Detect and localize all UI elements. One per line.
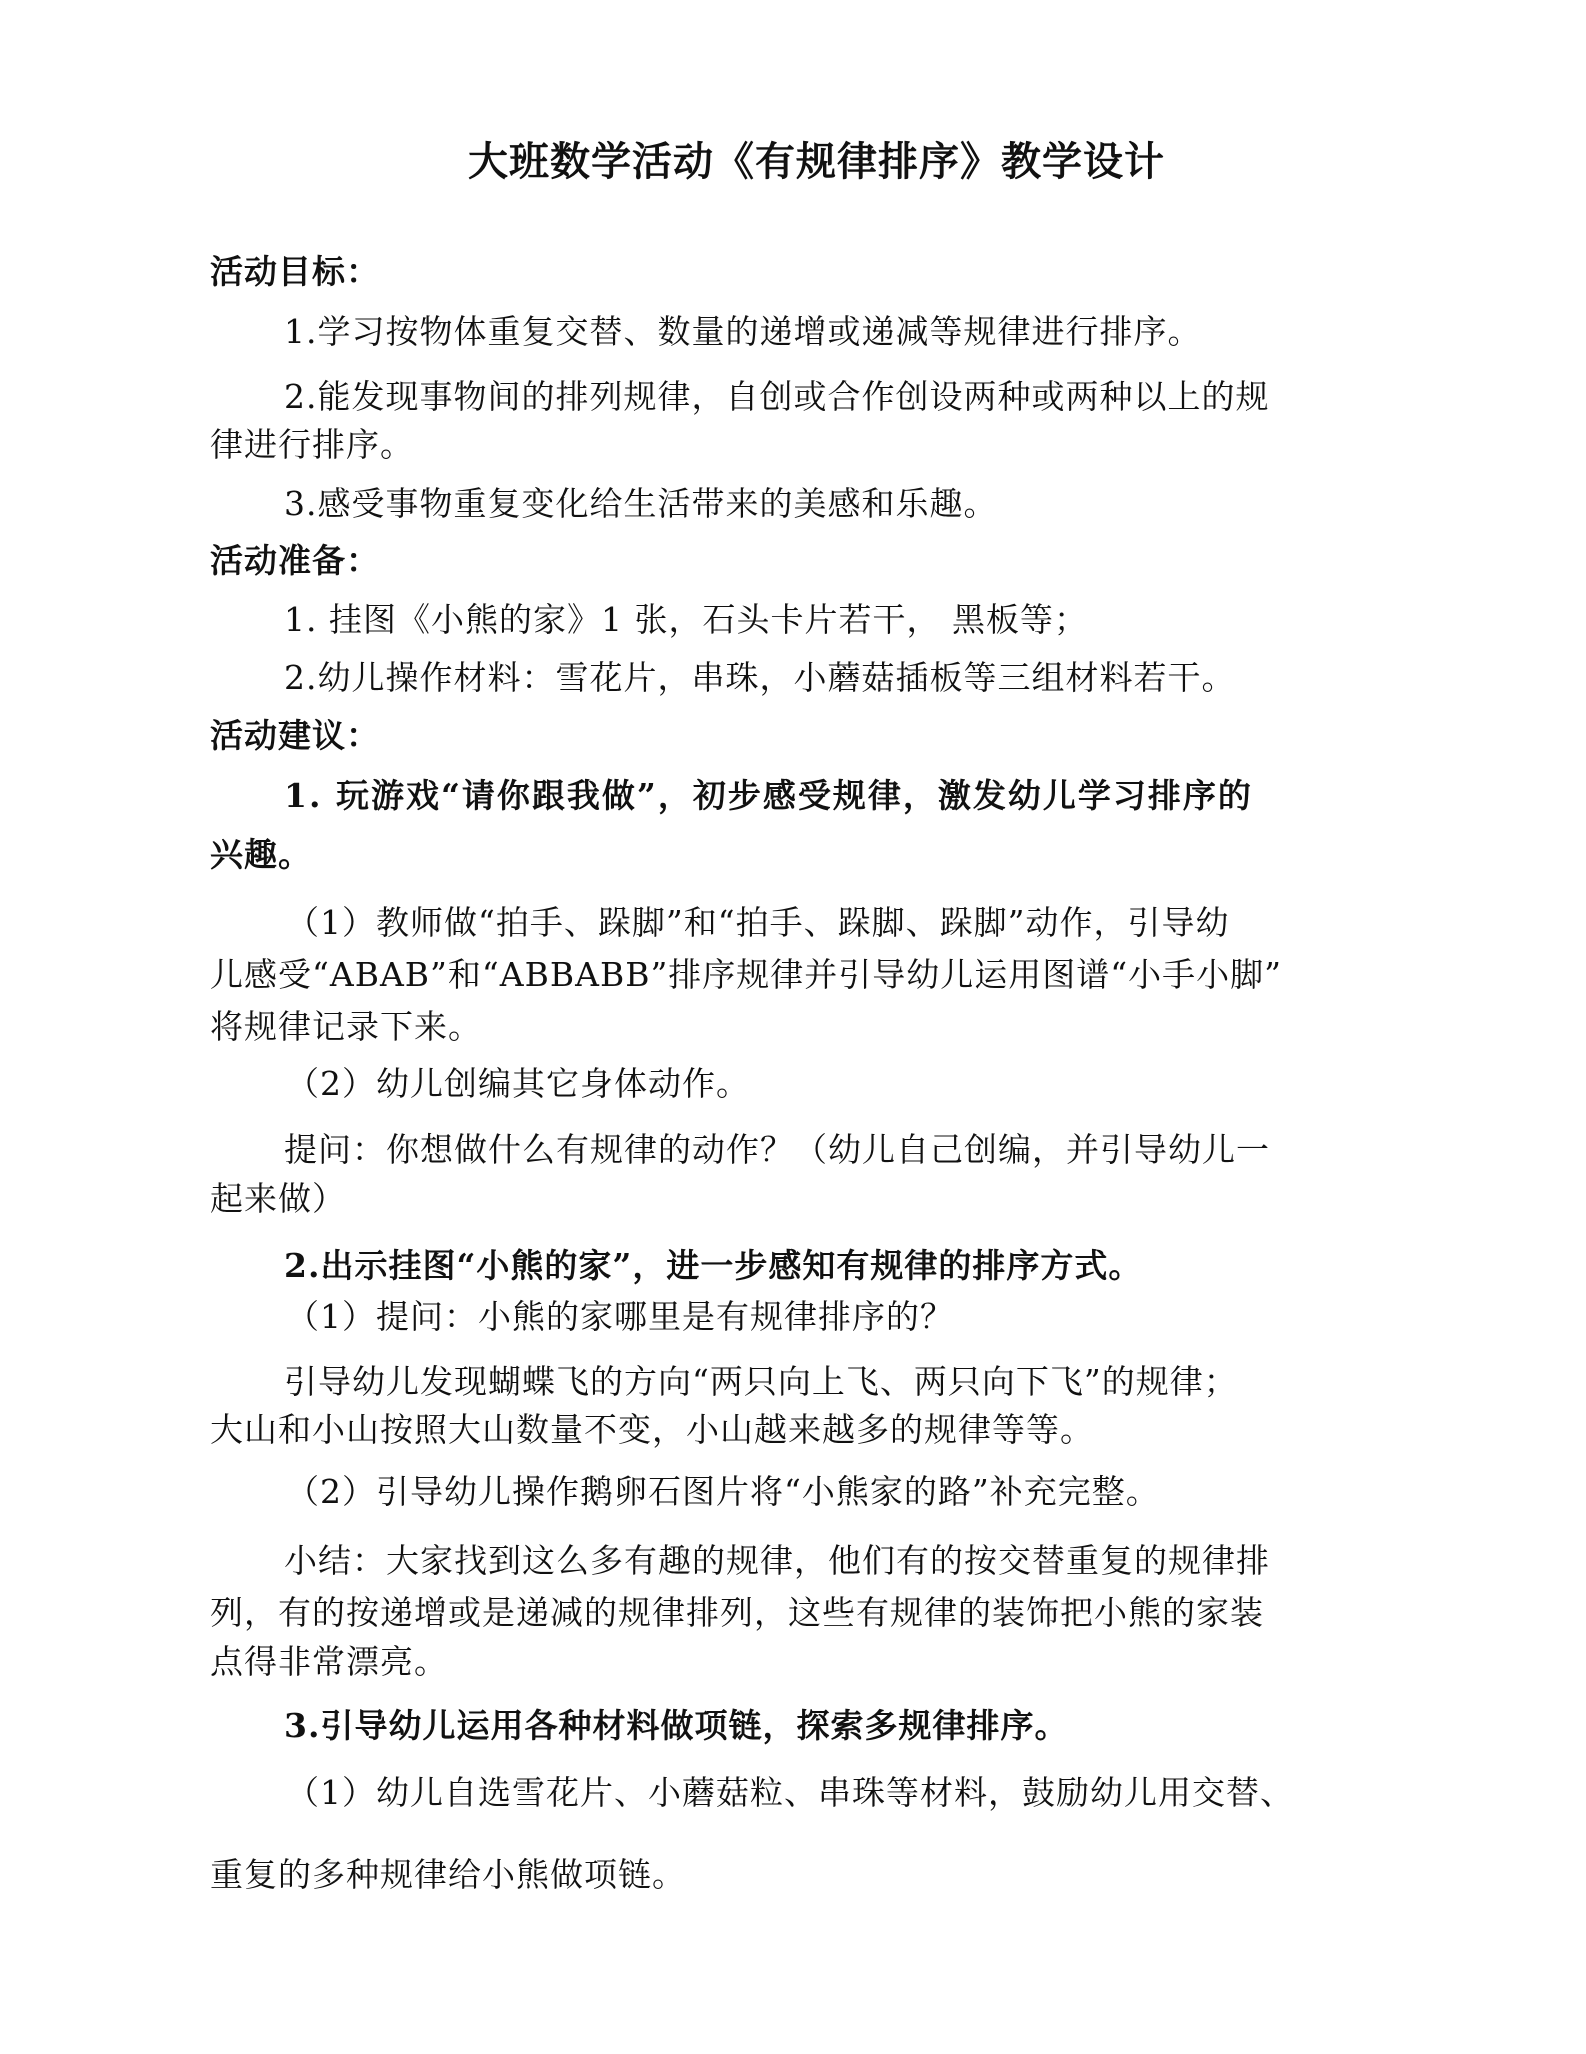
step2-summary-line3: 点得非常漂亮。 (210, 1642, 448, 1681)
step1-para1-line2: 儿感受“ABAB”和“ABBABB”排序规律并引导幼儿运用图谱“小手小脚” (210, 955, 1283, 994)
step2-title: 2.出示挂图“小熊的家”，进一步感知有规律的排序方式。 (284, 1246, 1143, 1285)
step2-guide-line1: 引导幼儿发现蝴蝶飞的方向“两只向上飞、两只向下飞”的规律； (284, 1362, 1238, 1401)
goal-item-2-cont: 律进行排序。 (210, 425, 414, 464)
preparation-item-2: 2.幼儿操作材料：雪花片，串珠，小蘑菇插板等三组材料若干。 (284, 658, 1236, 697)
step1-para1-line1: （1）教师做“拍手、跺脚”和“拍手、跺脚、跺脚”动作，引导幼 (286, 903, 1230, 942)
suggestions-heading: 活动建议： (210, 716, 380, 755)
step3-para1-line2: 重复的多种规律给小熊做项链。 (210, 1855, 686, 1894)
step1-title-cont: 兴趣。 (210, 835, 312, 874)
step2-summary-line2: 列，有的按递增或是递减的规律排列，这些有规律的装饰把小熊的家装 (210, 1593, 1264, 1632)
goal-item-1: 1.学习按物体重复交替、数量的递增或递减等规律进行排序。 (284, 312, 1202, 351)
step1-title: 1. 玩游戏“请你跟我做”，初步感受规律，激发幼儿学习排序的 (284, 776, 1253, 815)
step2-para2: （2）引导幼儿操作鹅卵石图片将“小熊家的路”补充完整。 (286, 1472, 1160, 1511)
step1-para2: （2）幼儿创编其它身体动作。 (286, 1064, 750, 1103)
step1-para1-line3: 将规律记录下来。 (210, 1007, 482, 1046)
goal-item-3: 3.感受事物重复变化给生活带来的美感和乐趣。 (284, 484, 998, 523)
step2-para1: （1）提问：小熊的家哪里是有规律排序的？ (286, 1297, 954, 1336)
step3-para1-line1: （1）幼儿自选雪花片、小蘑菇粒、串珠等材料，鼓励幼儿用交替、 (286, 1773, 1294, 1812)
step2-guide-line2: 大山和小山按照大山数量不变，小山越来越多的规律等等。 (210, 1410, 1094, 1449)
step1-question-line2: 起来做） (210, 1179, 346, 1218)
step2-summary-line1: 小结：大家找到这么多有趣的规律，他们有的按交替重复的规律排 (284, 1541, 1270, 1580)
preparation-item-1: 1. 挂图《小熊的家》1 张，石头卡片若干， 黑板等； (284, 600, 1088, 639)
goal-item-2: 2.能发现事物间的排列规律，自创或合作创设两种或两种以上的规 (284, 377, 1270, 416)
preparation-heading: 活动准备： (210, 541, 380, 580)
goals-heading: 活动目标： (210, 252, 380, 291)
step3-title: 3.引导幼儿运用各种材料做项链，探索多规律排序。 (284, 1706, 1069, 1745)
step1-question-line1: 提问：你想做什么有规律的动作？（幼儿自己创编，并引导幼儿一 (284, 1130, 1270, 1169)
document-title: 大班数学活动《有规律排序》教学设计 (468, 139, 1165, 185)
